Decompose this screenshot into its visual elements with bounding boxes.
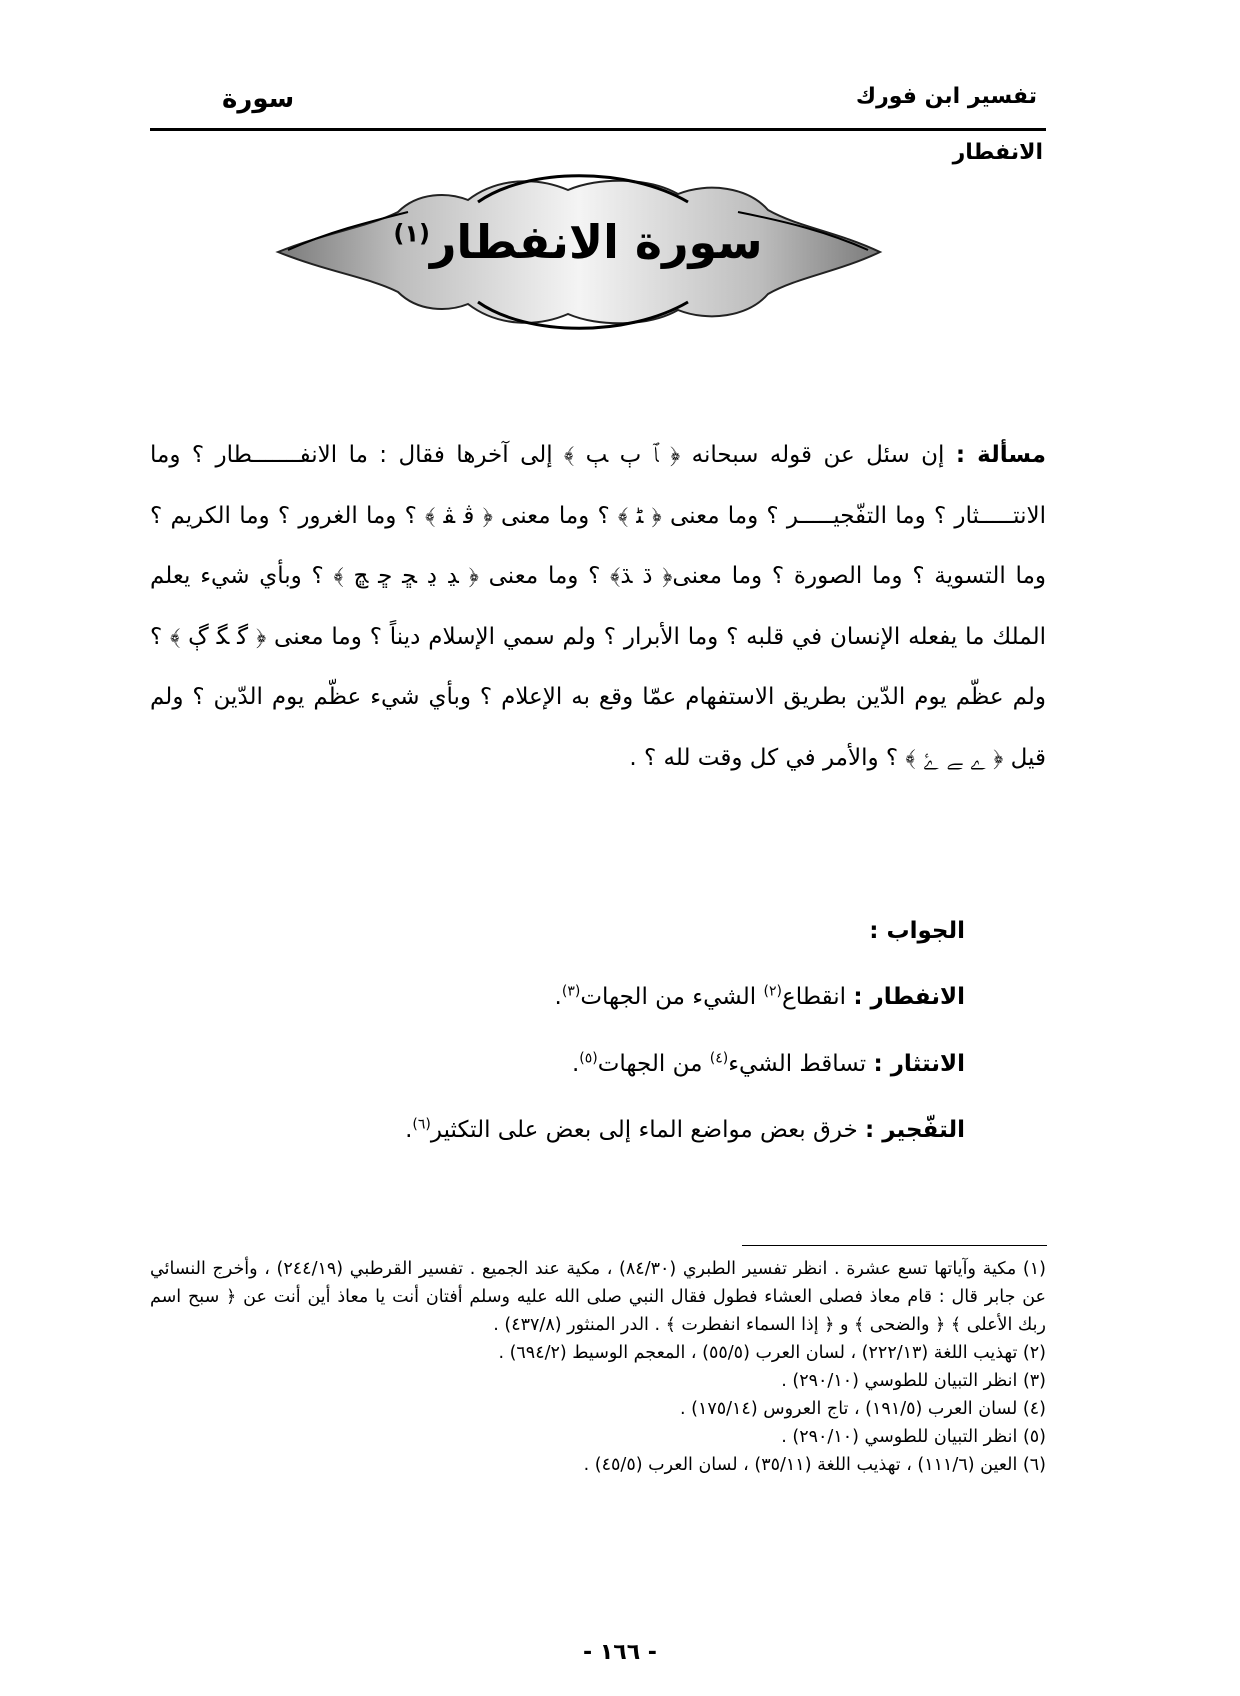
answer-end: . xyxy=(571,1051,580,1077)
answer-definition: من الجهات xyxy=(597,1051,710,1077)
answer-item xyxy=(405,1117,965,1143)
footnotes xyxy=(150,1255,1046,1479)
running-surah-label: سورة xyxy=(222,84,295,114)
footnote-item: (٢) تهذيب اللغة (٢٢٢/١٣) ، لسان العرب (٥٥/٥) ، المعجم الوسيط (٦٩٤/٢) . xyxy=(498,1343,1046,1363)
surah-title-note: (١) xyxy=(393,219,430,248)
answer-definition: تساقط الشيء xyxy=(728,1051,874,1077)
footnote-ref: (٣) xyxy=(561,983,581,1000)
footnote-divider xyxy=(742,1245,1047,1246)
answer-definition: انقطاع xyxy=(781,984,854,1010)
answer-term: التفّجير : xyxy=(865,1117,965,1143)
answer-term: الانفطار : xyxy=(853,984,965,1010)
footnote-item: (٤) لسان العرب (١٩١/٥) ، تاج العروس (١٧٥/١٤) . xyxy=(679,1399,1046,1419)
answer-definition: خرق بعض مواضع الماء إلى بعض على التكثير xyxy=(430,1117,866,1143)
page-number: - ١٦٦ - xyxy=(583,1640,657,1665)
answer-term: الانتثار : xyxy=(873,1051,965,1077)
running-surah-name: الانفطار xyxy=(952,140,1043,165)
question-paragraph xyxy=(150,425,1046,788)
answer-definition: الشيء من الجهات xyxy=(580,984,764,1010)
footnote-item: (٥) انظر التبيان للطوسي (٢٩٠/١٠) . xyxy=(781,1427,1046,1447)
footnote-ref: (٤) xyxy=(709,1050,729,1067)
question-label: مسألة : xyxy=(955,442,1047,468)
answer-end: . xyxy=(554,984,562,1010)
question-text: إن سئل عن قوله سبحانه ﴿ ﭑ ﭒ ﭓ ﴾ إلى آخرها فقال : ما الانفـــــــطار ؟ وما الانتـــــثار ؟ وما التفّجيـــــر ؟ وما معنى ﴿ ﭩ ﴾ ؟ وما معنى ﴿ ﭬ ﭭ ﴾ ؟ وما الغرور ؟ وما الكريم ؟ وما التسوية ؟ وما الصورة ؟ وما معنى﴿ ﮄ ﮅ﴾ ؟ وما معنى ﴿ ﮃ ﮂ ﮁ ﮀ ﭿ ﴾ ؟ وبأي شيء يعلم الملك ما يفعله الإنسان في قلبه ؟ وما الأبرار ؟ ولم سمي الإسلام ديناً ؟ وما معنى ﴿ ﮔ ﮕ ﮖ ﴾ ؟ ولم عظّم يوم الدّين بطريق الاستفهام عمّا وقع به الإعلام ؟ وبأي شيء عظّم يوم الدّين ؟ ولم قيل ﴿ ﮮ ﮯ ﮰ ﴾ ؟ والأمر في كل وقت لله ؟ . xyxy=(150,442,1046,771)
answer-heading xyxy=(869,918,965,944)
footnote-item: (٦) العين (١١١/٦) ، تهذيب اللغة (٣٥/١١) ، لسان العرب (٤٥/٥) . xyxy=(583,1455,1046,1475)
answer-item xyxy=(555,984,965,1010)
footnote-item: (٣) انظر التبيان للطوسي (٢٩٠/١٠) . xyxy=(781,1371,1046,1391)
footnote-ref: (٢) xyxy=(763,983,782,1000)
answer-item xyxy=(572,1051,965,1077)
footnote-ref: (٥) xyxy=(579,1050,598,1067)
footnote-ref: (٦) xyxy=(412,1116,431,1133)
book-title: تفسير ابن فورك xyxy=(855,84,1037,109)
footnote-item: (١) مكية وآياتها تسع عشرة . انظر تفسير الطبري (٨٤/٣٠) ، مكية عند الجميع . تفسير القرطبي (٢٤٤/١٩) ، وأخرج النسائي عن جابر قال : قام معاذ فصلى العشاء فطول فقال النبي صلى الله عليه وسلم أفتان أنت يا معاذ أين أنت عن ﴿ سبح اسم ربك الأعلى ﴾ ﴿ والضحى ﴾ و ﴿ إذا السماء انفطرت ﴾ . الدر المنثور (٤٣٧/٨) . xyxy=(150,1259,1046,1335)
surah-title xyxy=(268,215,888,269)
header-divider xyxy=(150,128,1046,131)
answer-heading-text: الجواب : xyxy=(869,918,965,944)
answer-end: . xyxy=(405,1117,413,1143)
surah-title-text: سورة الانفطار xyxy=(429,215,763,269)
